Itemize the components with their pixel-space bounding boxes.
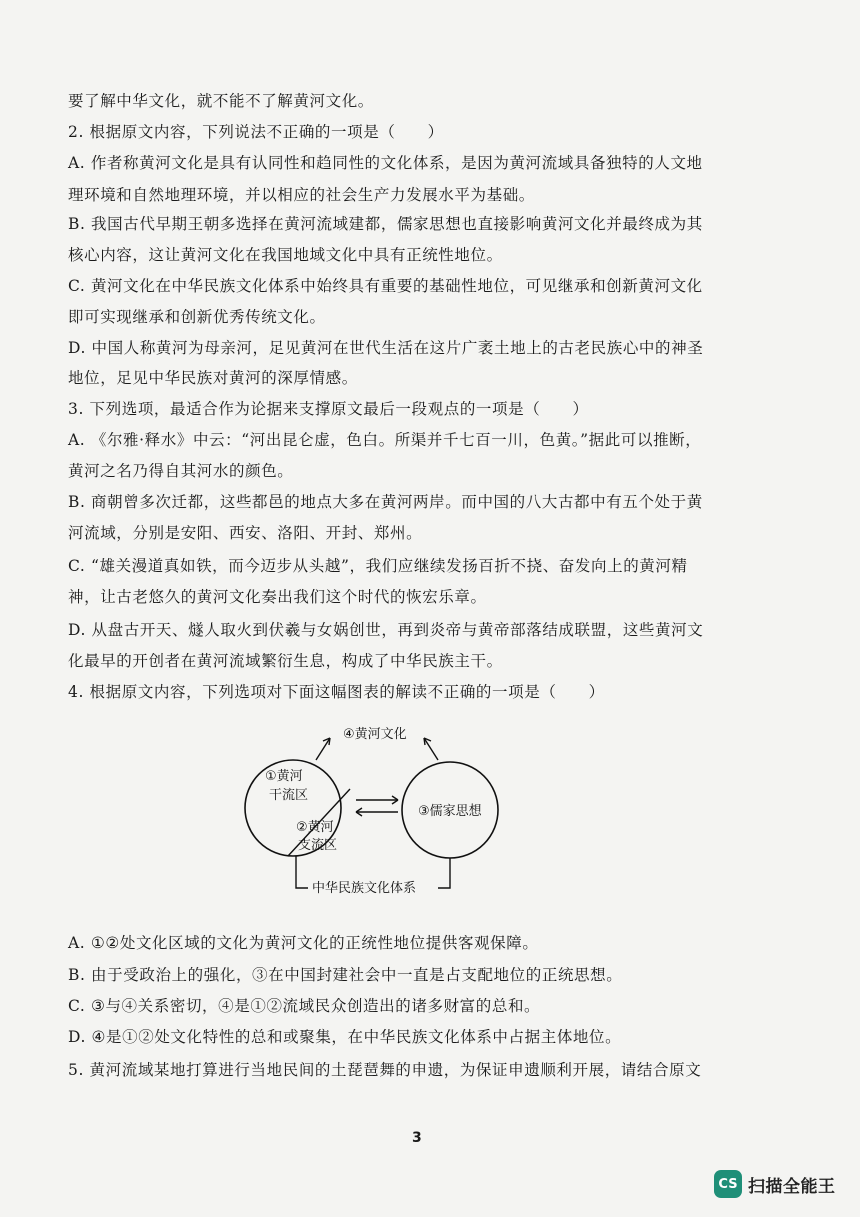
q2-option-d-line-2: 地位，足见中华民族对黄河的深厚情感。 <box>68 369 358 387</box>
diagram-top-label: ④黄河文化 <box>343 727 407 742</box>
q2-option-a-line-2: 理环境和自然地理环境，并以相应的社会生产力发展水平为基础。 <box>68 186 535 204</box>
left-upper-label-2: 干流区 <box>269 788 309 803</box>
right-circle-label: ③儒家思想 <box>418 804 482 819</box>
q4-option-c: C. ③与④关系密切，④是①②流域民众创造出的诸多财富的总和。 <box>68 997 541 1015</box>
bottom-bracket-right <box>438 858 450 888</box>
q4-option-a: A. ①②处文化区域的文化为黄河文化的正统性地位提供客观保障。 <box>68 934 539 952</box>
scanner-watermark <box>714 1168 836 1200</box>
q2-option-a-line-1: A. 作者称黄河文化是具有认同性和趋同性的文化体系，是因为黄河流域具备独特的人文地 <box>68 154 703 172</box>
q2-option-c-line-1: C. 黄河文化在中华民族文化体系中始终具有重要的基础性地位，可见继承和创新黄河文化 <box>68 277 703 295</box>
diagram-bottom-label: 中华民族文化体系 <box>312 881 417 896</box>
text-line-1: 要了解中华文化，就不能不了解黄河文化。 <box>68 92 374 110</box>
left-lower-label-2: 支流区 <box>298 838 338 853</box>
right-arrow-line <box>424 738 438 760</box>
q3-option-d-line-1: D. 从盘古开天、燧人取火到伏羲与女娲创世，再到炎帝与黄帝部落结成联盟，这些黄河文 <box>68 621 704 639</box>
page-number: 3 <box>412 1130 422 1146</box>
culture-diagram <box>238 716 518 896</box>
left-arrow-line <box>316 738 330 760</box>
q2-option-b-line-2: 核心内容，这让黄河文化在我国地域文化中具有正统性地位。 <box>68 246 503 264</box>
q3-option-a-line-2: 黄河之名乃得自其河水的颜色。 <box>68 462 294 480</box>
question-2-stem: 2. 根据原文内容，下列说法不正确的一项是（ ） <box>68 123 444 141</box>
q3-option-d-line-2: 化最早的开创者在黄河流域繁衍生息，构成了中华民族主干。 <box>68 652 503 670</box>
q2-option-d-line-1: D. 中国人称黄河为母亲河，足见黄河在世代生活在这片广袤土地上的古老民族心中的神圣 <box>68 339 704 357</box>
left-lower-label-1: ②黄河 <box>296 820 334 835</box>
camscanner-logo-icon: CS <box>714 1170 742 1198</box>
q3-option-c-line-1: C. “雄关漫道真如铁，而今迈步从头越”，我们应继续发扬百折不挠、奋发向上的黄河精 <box>68 557 688 575</box>
q2-option-c-line-2: 即可实现继承和创新优秀传统文化。 <box>68 308 326 326</box>
q3-option-c-line-2: 神，让古老悠久的黄河文化奏出我们这个时代的恢宏乐章。 <box>68 588 487 606</box>
question-5-stem: 5. 黄河流域某地打算进行当地民间的土琵琶舞的申遗，为保证申遗顺利开展，请结合原文 <box>68 1061 702 1079</box>
q3-option-a-line-1: A. 《尔雅·释水》中云：“河出昆仑虚，色白。所渠并千七百一川，色黄。”据此可以推断， <box>68 431 702 449</box>
q3-option-b-line-2: 河流域，分别是安阳、西安、洛阳、开封、郑州。 <box>68 524 423 542</box>
bottom-bracket-left <box>296 856 308 888</box>
left-upper-label-1: ①黄河 <box>265 769 303 784</box>
q2-option-b-line-1: B. 我国古代早期王朝多选择在黄河流域建都，儒家思想也直接影响黄河文化并最终成为其 <box>68 215 703 233</box>
q4-option-b: B. 由于受政治上的强化，③在中国封建社会中一直是占支配地位的正统思想。 <box>68 966 623 984</box>
watermark-text: 扫描全能王 <box>748 1176 836 1197</box>
question-4-stem: 4. 根据原文内容，下列选项对下面这幅图表的解读不正确的一项是（ ） <box>68 683 605 701</box>
q4-option-d: D. ④是①②处文化特性的总和或聚集，在中华民族文化体系中占据主体地位。 <box>68 1028 622 1046</box>
q3-option-b-line-1: B. 商朝曾多次迁都，这些都邑的地点大多在黄河两岸。而中国的八大古都中有五个处于黄 <box>68 493 703 511</box>
question-3-stem: 3. 下列选项，最适合作为论据来支撑原文最后一段观点的一项是（ ） <box>68 400 589 418</box>
